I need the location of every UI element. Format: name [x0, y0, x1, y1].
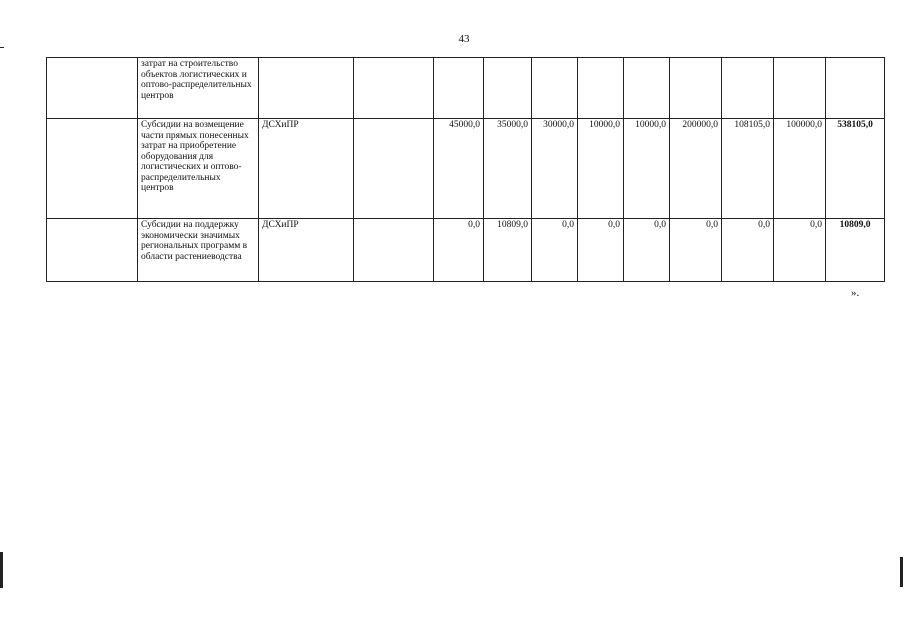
item-name-cell: Субсидии на возмещение части прямых понесенных затрат на приобретение оборудования для логистических и оптово-распределительных центров: [138, 119, 259, 219]
total-cell: [826, 58, 885, 119]
value-cell: [722, 58, 774, 119]
value-cell: 0,0: [670, 219, 722, 282]
table-row: [47, 119, 885, 219]
value-cell: [670, 58, 722, 119]
value-cell: 10000,0: [578, 119, 624, 219]
scan-artifact: [0, 47, 4, 48]
value-cell: 0,0: [774, 219, 826, 282]
value-cell: 30000,0: [532, 119, 578, 219]
table-row: [47, 219, 885, 282]
item-name-cell: затрат на строительство объектов логистических и оптово-распределительных центров: [138, 58, 259, 119]
source-cell: [354, 58, 434, 119]
value-cell: [434, 58, 484, 119]
budget-table: [46, 57, 885, 282]
scan-artifact: [0, 552, 3, 588]
executor-cell: [259, 58, 354, 119]
value-cell: 0,0: [532, 219, 578, 282]
value-cell: 10809,0: [484, 219, 532, 282]
page-number: 43: [458, 33, 470, 45]
scan-artifact: [900, 557, 903, 587]
value-cell: 108105,0: [722, 119, 774, 219]
value-cell: [578, 58, 624, 119]
closing-quote-mark: ».: [851, 287, 860, 299]
executor-cell: ДСХиПР: [259, 119, 354, 219]
empty-cell: [47, 119, 138, 219]
value-cell: 0,0: [624, 219, 670, 282]
value-cell: 45000,0: [434, 119, 484, 219]
table-row: [47, 58, 885, 119]
empty-cell: [47, 219, 138, 282]
value-cell: 0,0: [434, 219, 484, 282]
source-cell: [354, 119, 434, 219]
value-cell: 0,0: [578, 219, 624, 282]
total-cell: 538105,0: [826, 119, 885, 219]
value-cell: [774, 58, 826, 119]
value-cell: 200000,0: [670, 119, 722, 219]
value-cell: 10000,0: [624, 119, 670, 219]
value-cell: [624, 58, 670, 119]
value-cell: [484, 58, 532, 119]
executor-cell: ДСХиПР: [259, 219, 354, 282]
total-cell: 10809,0: [826, 219, 885, 282]
source-cell: [354, 219, 434, 282]
value-cell: 100000,0: [774, 119, 826, 219]
value-cell: [532, 58, 578, 119]
empty-cell: [47, 58, 138, 119]
value-cell: 0,0: [722, 219, 774, 282]
item-name-cell: Субсидии на поддержку экономически значимых региональных программ в области растениеводства: [138, 219, 259, 282]
value-cell: 35000,0: [484, 119, 532, 219]
